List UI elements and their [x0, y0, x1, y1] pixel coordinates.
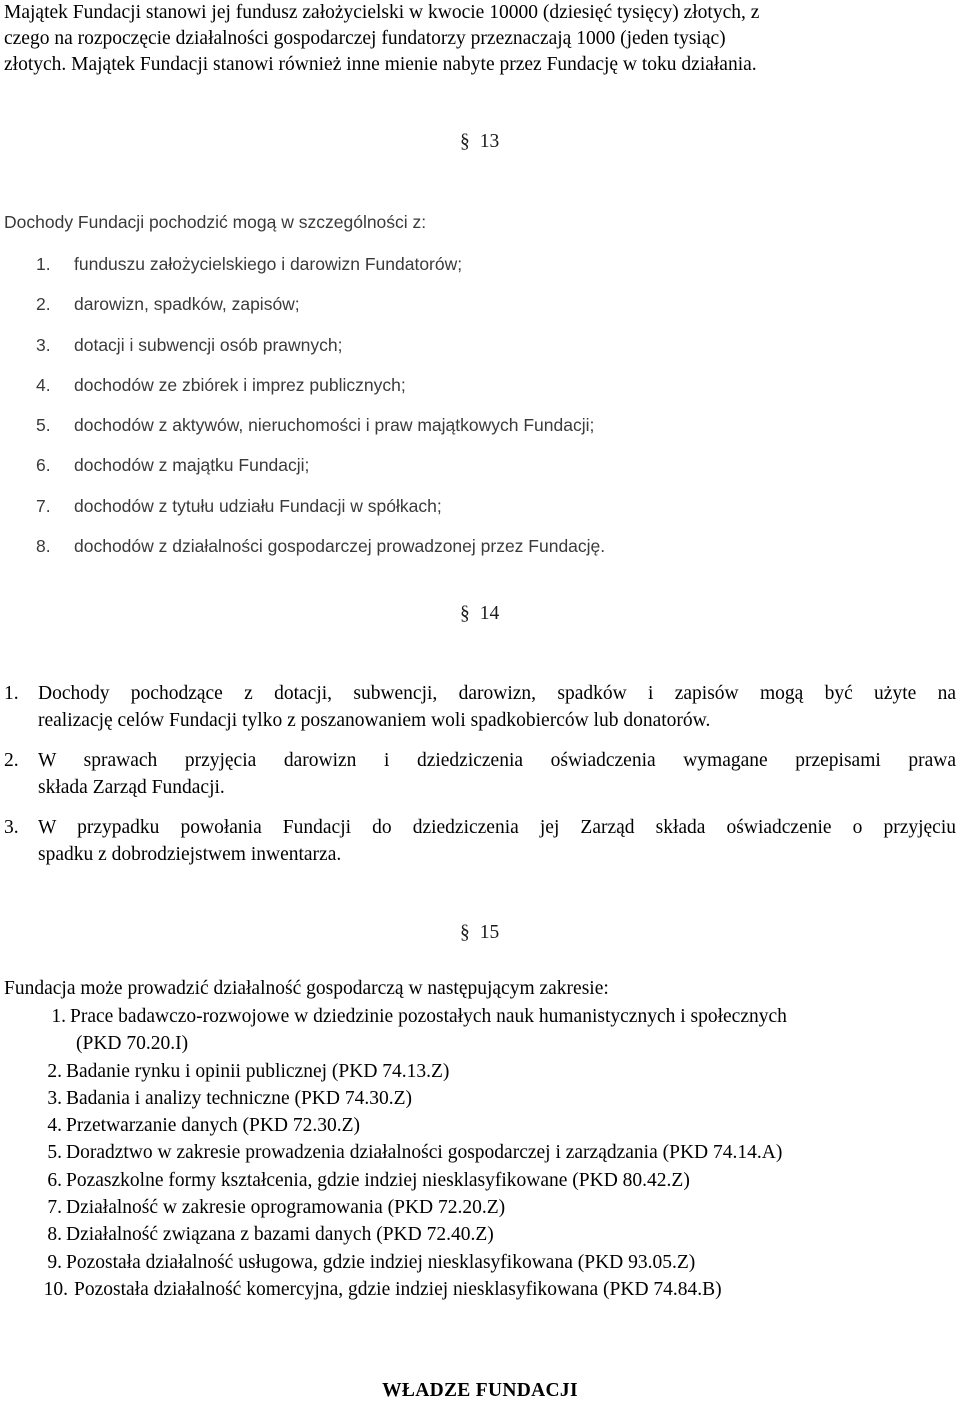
list-item: 7. dochodów z tytułu udziału Fundacji w spółkach; — [36, 495, 442, 516]
list-item: 5. dochodów z aktywów, nieruchomości i praw majątkowych Fundacji; — [36, 415, 595, 436]
list-item: 2. Badanie rynku i opinii publicznej (PKD 74.13.Z) — [47, 1060, 450, 1082]
business-activities-list — [4, 1003, 956, 1303]
list-item: 8. dochodów z działalności gospodarczej prowadzonej przez Fundację. — [36, 536, 606, 557]
section-symbol: § — [460, 922, 470, 943]
list-item: 1. funduszu założycielskiego i darowizn Fundatorów; — [36, 254, 463, 274]
section-13-heading — [460, 131, 499, 153]
list-item: 9. Pozostała działalność usługowa, gdzie indziej niesklasyfikowana (PKD 93.05.Z) — [47, 1251, 696, 1273]
intro-paragraph — [4, 0, 956, 78]
list-item: 4. dochodów ze zbiórek i imprez publicznych; — [36, 374, 406, 395]
list-item: 3. dotacji i subwencji osób prawnych; — [36, 334, 343, 355]
list-item: 7. Działalność w zakresie oprogramowania (PKD 72.20.Z) — [47, 1197, 506, 1219]
list-item: 2. darowizn, spadków, zapisów; — [36, 294, 300, 315]
intro-line-1: Majątek Fundacji stanowi jej fundusz założycielski w kwocie 10000 (dziesięć tysięcy) złotych, z — [4, 2, 760, 23]
intro-line-2: czego na rozpoczęcie działalności gospodarczej fundatorzy przeznaczają 1000 (jeden tysiąc) — [4, 28, 726, 49]
intro-line-3: złotych. Majątek Fundacji stanowi również inne mienie nabyte przez Fundację w toku działania. — [4, 54, 757, 75]
section-14-item-1: 1. Dochody pochodzące z dotacji, subwencji, darowizn, spadków i zapisów mogą być użyte na realizację celów Fundacji tylko z poszanowaniem woli spadkobierców lub donatorów. — [4, 683, 956, 731]
section-14-heading — [460, 603, 499, 625]
list-item: 6. dochodów z majątku Fundacji; — [36, 455, 310, 476]
next-section-heading: WŁADZE FUNDACJI — [382, 1380, 578, 1401]
section-number: 13 — [479, 131, 500, 152]
section-15-heading — [460, 922, 499, 944]
list-item: 6. Pozaszkolne formy kształcenia, gdzie indziej niesklasyfikowane (PKD 80.42.Z) — [47, 1169, 690, 1191]
list-item: 1. Prace badawczo-rozwojowe w dziedzinie pozostałych nauk humanistycznych i społecznych (PKD 70.20.I) — [51, 1006, 787, 1055]
list-item: 3. Badania i analizy techniczne (PKD 74.30.Z) — [47, 1087, 413, 1109]
list-item: 4. Przetwarzanie danych (PKD 72.30.Z) — [47, 1115, 361, 1137]
section-symbol: § — [460, 603, 470, 624]
section-number: 15 — [479, 922, 500, 943]
section-14-item-2: 2. W sprawach przyjęcia darowizn i dziedziczenia oświadczenia wymagane przepisami prawa składa Zarząd Fundacji. — [4, 750, 956, 798]
section-number: 14 — [479, 603, 500, 624]
list-item: 10. Pozostała działalność komercyjna, gdzie indziej niesklasyfikowana (PKD 74.84.B) — [43, 1278, 722, 1300]
list-item: 5. Doradztwo w zakresie prowadzenia działalności gospodarczej i zarządzania (PKD 74.14.A) — [47, 1142, 783, 1164]
income-sources-list — [4, 251, 605, 573]
section-symbol: § — [460, 131, 470, 152]
list-item: 8. Działalność związana z bazami danych (PKD 72.40.Z) — [47, 1224, 494, 1246]
section-14-item-3: 3. W przypadku powołania Fundacji do dziedziczenia jej Zarząd składa oświadczenie o przyjęciu spadku z dobrodziejstwem inwentarza. — [4, 817, 956, 865]
section-13-lead: Dochody Fundacji pochodzić mogą w szczególności z: — [4, 212, 427, 232]
section-15-lead: Fundacja może prowadzić działalność gospodarczą w następującym zakresie: — [4, 978, 609, 999]
